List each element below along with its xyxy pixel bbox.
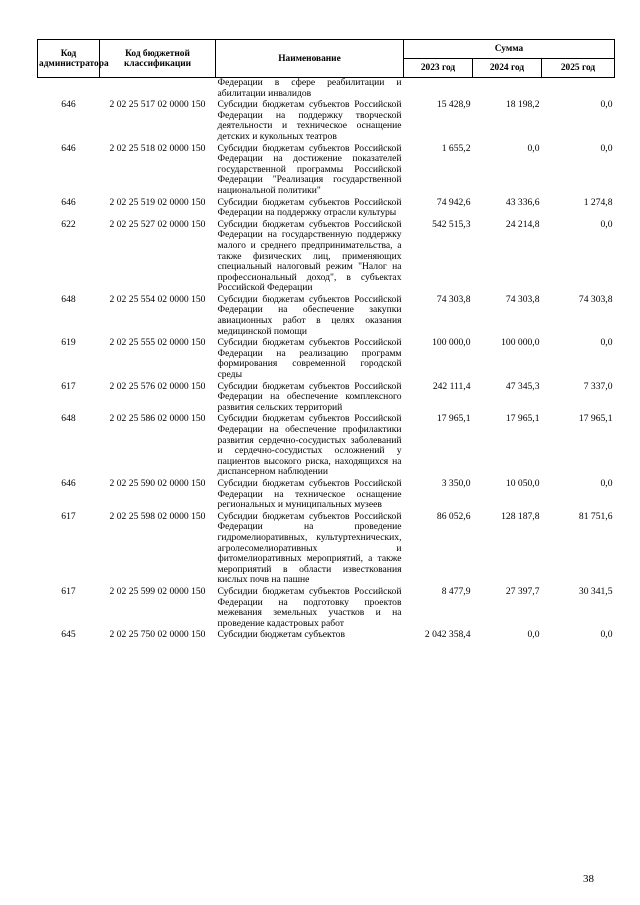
name-cell: Субсидии бюджетам субъектов bbox=[217, 629, 345, 641]
name-cell: Субсидии бюджетам субъектов Российской Федерации на поддержку отрасли культуры bbox=[217, 196, 402, 219]
sum-2024-cell: 17 965,1 bbox=[505, 413, 540, 425]
header-year-2023: 2023 год bbox=[404, 59, 473, 78]
sum-2023-cell: 8 477,9 bbox=[441, 585, 471, 597]
name-cell: Субсидии бюджетам субъектов Российской Федерации на проведение гидромелиоративных, культуртехнических, агролесомелиоративных и фитомелиоративных мероприятий, а также мероприятий в области известкования кислых почв на пашне bbox=[217, 510, 402, 586]
table-row bbox=[38, 630, 615, 642]
sum-2024-cell: 18 198,2 bbox=[505, 99, 540, 111]
table-row bbox=[38, 512, 615, 587]
sum-2025-cell: 74 303,8 bbox=[578, 293, 613, 305]
admin-code-cell: 619 bbox=[61, 337, 76, 349]
admin-code-cell: 617 bbox=[61, 380, 76, 392]
sum-2023-cell: 242 111,4 bbox=[432, 380, 471, 392]
continuation-text: Федерации в сфере реабилитации и абилитации инвалидов bbox=[217, 77, 402, 99]
admin-code-cell: 646 bbox=[61, 99, 76, 111]
kbk-cell: 2 02 25 599 02 0000 150 bbox=[109, 585, 206, 597]
sum-2025-cell: 0,0 bbox=[600, 142, 613, 154]
table-row bbox=[38, 100, 615, 143]
header-year-2024: 2024 год bbox=[473, 59, 542, 78]
sum-2025-cell: 0,0 bbox=[600, 337, 613, 349]
kbk-cell: 2 02 25 555 02 0000 150 bbox=[109, 337, 206, 349]
table-row bbox=[38, 382, 615, 415]
kbk-cell: 2 02 25 527 02 0000 150 bbox=[109, 218, 206, 230]
table-row bbox=[38, 144, 615, 198]
kbk-cell: 2 02 25 519 02 0000 150 bbox=[109, 196, 206, 208]
header-kbk: Код бюджетной классификации bbox=[100, 40, 216, 78]
header-name: Наименование bbox=[216, 40, 404, 78]
name-cell: Субсидии бюджетам субъектов Российской Федерации на техническое оснащение региональных и муниципальных музеев bbox=[217, 477, 402, 511]
name-cell: Субсидии бюджетам субъектов Российской Федерации на поддержку творческой деятельности и техническое оснащение детских и кукольных театров bbox=[217, 99, 402, 142]
kbk-cell: 2 02 25 598 02 0000 150 bbox=[109, 510, 206, 522]
sum-2025-cell: 7 337,0 bbox=[583, 380, 613, 392]
table-row bbox=[38, 295, 615, 338]
sum-2025-cell: 30 341,5 bbox=[578, 585, 613, 597]
sum-2023-cell: 17 965,1 bbox=[436, 413, 471, 425]
continuation-row bbox=[38, 78, 615, 101]
sum-2023-cell: 74 303,8 bbox=[436, 293, 471, 305]
kbk-cell: 2 02 25 517 02 0000 150 bbox=[109, 99, 206, 111]
sum-2023-cell: 15 428,9 bbox=[436, 99, 471, 111]
admin-code-cell: 646 bbox=[61, 142, 76, 154]
admin-code-cell: 622 bbox=[61, 218, 76, 230]
sum-2024-cell: 0,0 bbox=[527, 629, 540, 641]
header-admin-code: Код администратора bbox=[38, 40, 100, 78]
table-row bbox=[38, 198, 615, 220]
header-sum: Сумма bbox=[404, 40, 615, 59]
admin-code-cell: 648 bbox=[61, 413, 76, 425]
sum-2025-cell: 0,0 bbox=[600, 477, 613, 489]
sum-2024-cell: 43 336,6 bbox=[505, 196, 540, 208]
name-cell: Субсидии бюджетам субъектов Российской Федерации на обеспечение комплексного развития сельских территорий bbox=[217, 380, 402, 413]
name-cell: Субсидии бюджетам субъектов Российской Федерации на реализацию программ формирования современной городской среды bbox=[217, 337, 402, 381]
table-row bbox=[38, 587, 615, 630]
sum-2024-cell: 24 214,8 bbox=[505, 218, 540, 230]
admin-code-cell: 648 bbox=[61, 293, 76, 305]
budget-table bbox=[37, 39, 615, 642]
sum-2023-cell: 100 000,0 bbox=[432, 337, 471, 349]
sum-2023-cell: 86 052,6 bbox=[436, 510, 471, 522]
admin-code-cell: 617 bbox=[61, 510, 76, 522]
admin-code-cell: 645 bbox=[61, 629, 76, 641]
sum-2023-cell: 74 942,6 bbox=[436, 196, 471, 208]
table-row bbox=[38, 338, 615, 381]
sum-2024-cell: 74 303,8 bbox=[505, 293, 540, 305]
admin-code-cell: 617 bbox=[61, 585, 76, 597]
sum-2025-cell: 81 751,6 bbox=[578, 510, 613, 522]
table-row bbox=[38, 479, 615, 512]
sum-2025-cell: 0,0 bbox=[600, 629, 613, 641]
sum-2023-cell: 2 042 358,4 bbox=[424, 629, 471, 641]
sum-2025-cell: 0,0 bbox=[600, 218, 613, 230]
name-cell: Субсидии бюджетам субъектов Российской Федерации на обеспечение закупки авиационных работ в целях оказания медицинской помощи bbox=[217, 293, 402, 337]
sum-2023-cell: 542 515,3 bbox=[432, 218, 471, 230]
sum-2023-cell: 3 350,0 bbox=[441, 477, 471, 489]
name-cell: Субсидии бюджетам субъектов Российской Федерации на подготовку проектов межевания земельных участков и на проведение кадастровых работ bbox=[217, 585, 402, 629]
page-number: 38 bbox=[583, 873, 594, 885]
kbk-cell: 2 02 25 518 02 0000 150 bbox=[109, 142, 206, 154]
name-cell: Субсидии бюджетам субъектов Российской Федерации на обеспечение профилактики развития сердечно-сосудистых заболеваний и сердечно-сосудистых осложнений у пациентов высокого риска, находящихся на диспансерном наблюдении bbox=[217, 413, 402, 478]
sum-2024-cell: 100 000,0 bbox=[501, 337, 540, 349]
sum-2025-cell: 0,0 bbox=[600, 99, 613, 111]
table-row bbox=[38, 414, 615, 479]
kbk-cell: 2 02 25 590 02 0000 150 bbox=[109, 477, 206, 489]
sum-2024-cell: 0,0 bbox=[527, 142, 540, 154]
sum-2024-cell: 10 050,0 bbox=[505, 477, 540, 489]
name-cell: Субсидии бюджетам субъектов Российской Федерации на достижение показателей государственной программы Российской Федерации "Реализация государственной национальной политики" bbox=[217, 142, 402, 196]
sum-2023-cell: 1 655,2 bbox=[441, 142, 471, 154]
sum-2024-cell: 27 397,7 bbox=[505, 585, 540, 597]
table-body bbox=[38, 78, 615, 642]
sum-2024-cell: 128 187,8 bbox=[501, 510, 540, 522]
table-header bbox=[38, 40, 615, 78]
header-year-2025: 2025 год bbox=[542, 59, 615, 78]
kbk-cell: 2 02 25 576 02 0000 150 bbox=[109, 380, 206, 392]
kbk-cell: 2 02 25 586 02 0000 150 bbox=[109, 413, 206, 425]
sum-2025-cell: 1 274,8 bbox=[583, 196, 613, 208]
sum-2025-cell: 17 965,1 bbox=[578, 413, 613, 425]
sum-2024-cell: 47 345,3 bbox=[505, 380, 540, 392]
admin-code-cell: 646 bbox=[61, 477, 76, 489]
admin-code-cell: 646 bbox=[61, 196, 76, 208]
kbk-cell: 2 02 25 750 02 0000 150 bbox=[109, 629, 206, 641]
kbk-cell: 2 02 25 554 02 0000 150 bbox=[109, 293, 206, 305]
table-row bbox=[38, 220, 615, 295]
name-cell: Субсидии бюджетам субъектов Российской Федерации на государственную поддержку малого и среднего предпринимательства, а также физических лиц, применяющих специальный налоговый режим "Налог на профессиональный доход", в субъектах Российской Федерации bbox=[217, 218, 402, 294]
